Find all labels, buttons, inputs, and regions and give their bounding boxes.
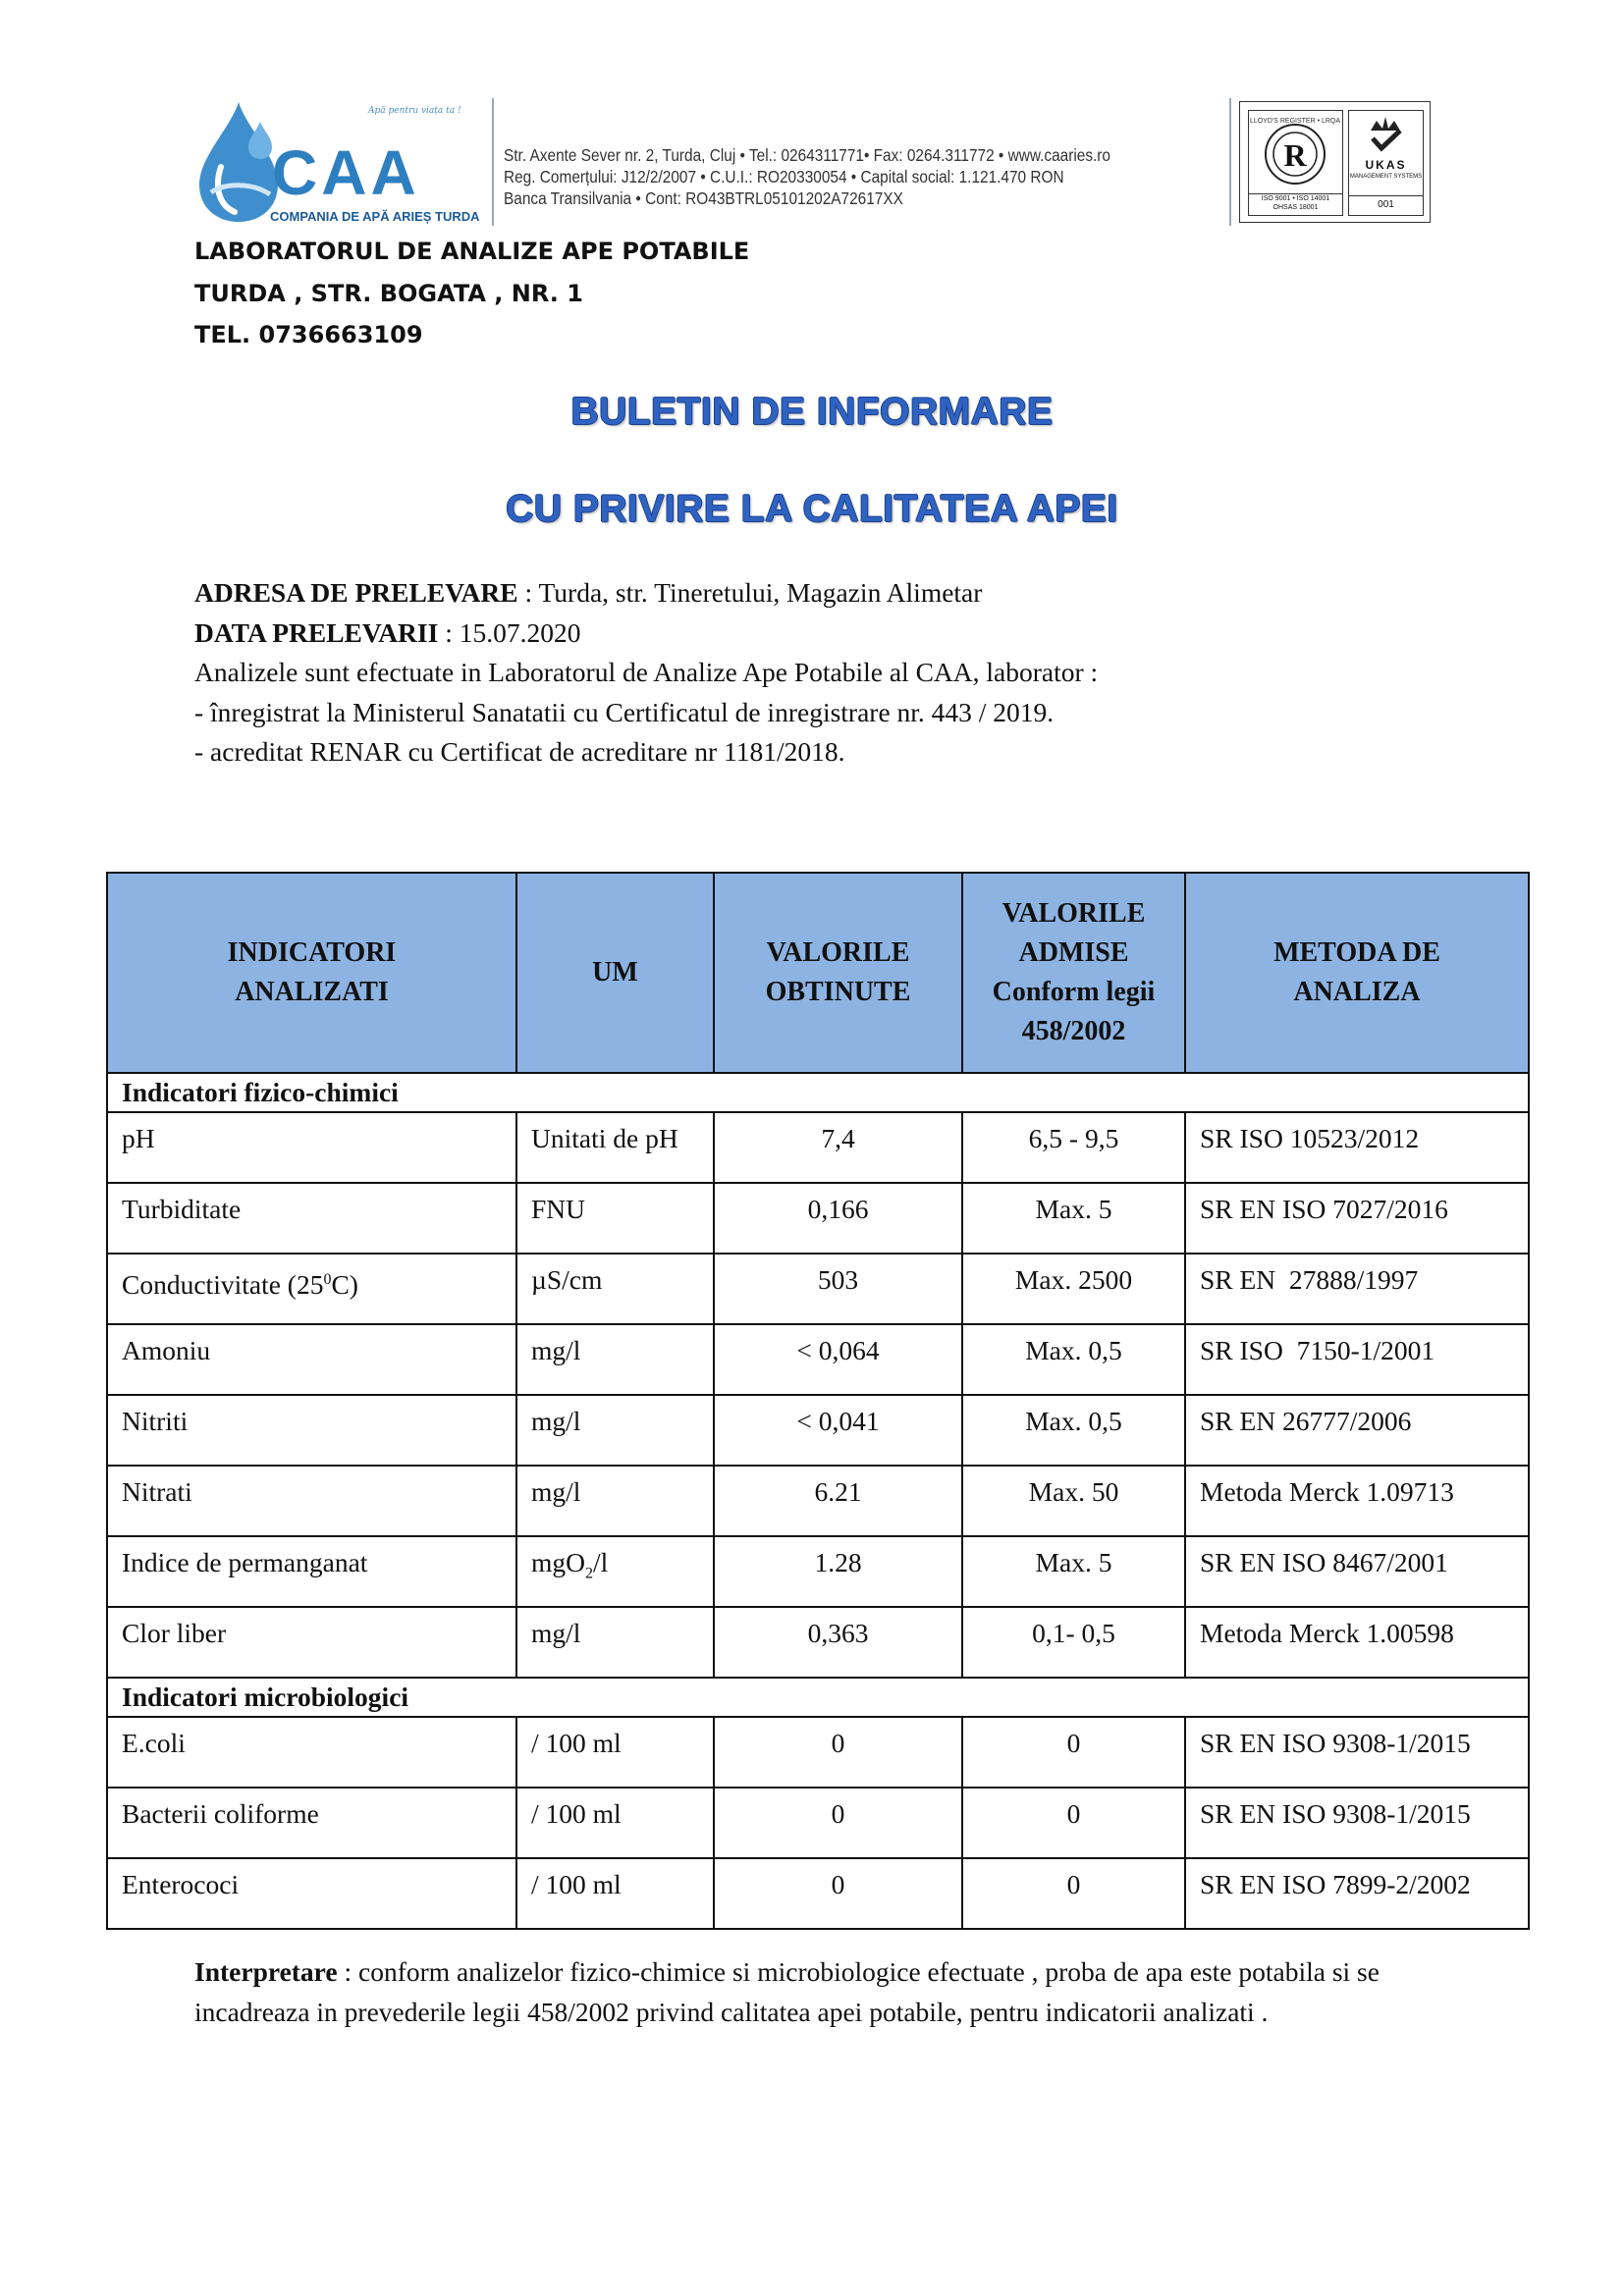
indicator-limit: Max. 5 [962,1536,1185,1607]
indicator-method: SR EN 26777/2006 [1185,1395,1529,1466]
lrqa-caption: LLOYD'S REGISTER • LRQA [1249,118,1341,125]
indicator-limit: Max. 0,5 [962,1324,1185,1395]
indicator-method: SR EN ISO 8467/2001 [1185,1536,1529,1607]
header-um: UM [516,873,714,1073]
indicator-name: Enterococi [107,1858,516,1929]
indicator-limit: 6,5 - 9,5 [962,1112,1185,1183]
sample-info [194,573,1098,773]
indicator-method: SR ISO 7150-1/2001 [1185,1324,1529,1395]
indicator-method: SR EN ISO 7027/2016 [1185,1183,1529,1254]
indicator-value: 0,363 [714,1607,962,1678]
indicator-limit: Max. 5 [962,1183,1185,1254]
table-row [107,1717,1529,1788]
indicator-limit: Max. 2500 [962,1254,1185,1324]
indicator-um: / 100 ml [516,1858,714,1929]
indicator-method: SR EN ISO 7899-2/2002 [1185,1858,1529,1929]
section-physico-chemical: Indicatori fizico-chimici [107,1073,1529,1112]
indicator-value: < 0,064 [714,1324,962,1395]
table-row [107,1607,1529,1678]
indicator-limit: 0 [962,1717,1185,1788]
indicator-value: 0 [714,1858,962,1929]
ukas-subtitle: MANAGEMENT SYSTEMS [1349,174,1423,180]
results-table [106,872,1530,1930]
header-divider [492,98,494,226]
indicator-value: 0 [714,1788,962,1858]
date-value: : 15.07.2020 [438,616,581,648]
address-value: : Turda, str. Tineretului, Magazin Alimetar [517,577,983,608]
table-row [107,1466,1529,1536]
table-row [107,1254,1529,1324]
document-subtitle: CU PRIVIRE LA CALITATEA APEI [506,488,1118,530]
laboratory-address [194,231,749,356]
indicator-value: 503 [714,1254,962,1324]
table-row [107,1324,1529,1395]
interpretation-text: : conform analizelor fizico-chimice si microbiologice efectuate , proba de apa este potabila si se incadreaza in prevederile legii 458/2002 privind calitatea apei potabile, pentru indicatorii analizati . [194,1956,1380,2027]
header-indicators: INDICATORI ANALIZATI [107,873,516,1073]
ukas-crown-tick-icon [1349,111,1423,156]
indicator-limit: 0,1- 0,5 [962,1607,1185,1678]
indicator-value: 1.28 [714,1536,962,1607]
indicator-name: Indice de permanganat [107,1536,516,1607]
ukas-badge [1348,110,1424,216]
indicator-um: mgO$_2$/l [516,1536,714,1607]
indicator-method: Metoda Merck 1.09713 [1185,1466,1529,1536]
indicator-limit: Max. 50 [962,1466,1185,1536]
lrqa-ohsas-text: OHSAS 18001 [1272,204,1319,211]
section-row [107,1073,1529,1112]
indicator-limit: 0 [962,1858,1185,1929]
logo-tagline: Apă pentru viața ta ! [368,106,461,116]
interpretation-label: Interpretare [194,1956,338,1987]
date-label: DATA PRELEVARII [194,616,439,648]
lab-accreditation: - acreditat RENAR cu Certificat de acreditare nr 1181/2018. [194,736,845,767]
header-admitted-values: VALORILE ADMISE Conform legii 458/2002 [962,873,1185,1073]
logo-text: CAA [272,137,420,208]
table-row [107,1112,1529,1183]
indicator-um: FNU [516,1183,714,1254]
indicator-name: Nitrati [107,1466,516,1536]
logo-subtitle: COMPANIA DE APĂ ARIEȘ TURDA [270,209,480,224]
indicator-limit: Max. 0,5 [962,1395,1185,1466]
indicator-um: mg/l [516,1324,714,1395]
indicator-um: / 100 ml [516,1788,714,1858]
table-row [107,1395,1529,1466]
table-row [107,1858,1529,1929]
indicator-name: pH [107,1112,516,1183]
indicator-name: E.coli [107,1717,516,1788]
contact-line: Reg. Comerțului: J12/2/2007 • C.U.I.: RO20330054 • Capital social: 1.121.470 RON [504,167,1064,187]
lab-street: TURDA , STR. BOGATA , NR. 1 [194,279,583,307]
indicator-method: SR EN ISO 9308-1/2015 [1185,1717,1529,1788]
indicator-name: Bacterii coliforme [107,1788,516,1858]
lab-name: LABORATORUL DE ANALIZE APE POTABILE [194,238,750,265]
interpretation [194,1952,1471,2032]
table-row [107,1183,1529,1254]
header-divider [1229,98,1231,226]
indicator-value: 0,166 [714,1183,962,1254]
section-row [107,1678,1529,1717]
indicator-um: Unitati de pH [516,1112,714,1183]
indicator-um: mg/l [516,1466,714,1536]
table-row [107,1788,1529,1858]
indicator-um: mg/l [516,1607,714,1678]
indicator-limit: 0 [962,1788,1185,1858]
indicator-name: Turbiditate [107,1183,516,1254]
company-logo [191,98,486,226]
indicator-value: 6.21 [714,1466,962,1536]
indicator-um: / 100 ml [516,1717,714,1788]
indicator-um: µS/cm [516,1254,714,1324]
lrqa-iso-text: ISO 9001 • ISO 14001 [1261,195,1330,202]
letterhead [191,93,1438,231]
indicator-value: 7,4 [714,1112,962,1183]
lrqa-seal-icon [1249,111,1342,191]
sampling-date [194,614,1098,654]
certification-badges [1239,101,1431,223]
company-contact [504,144,1110,209]
ukas-number: 001 [1349,195,1423,210]
lab-registration: - înregistrat la Ministerul Sanatatii cu Certificatul de inregistrare nr. 443 / 2019. [194,696,1055,727]
indicator-method: Metoda Merck 1.00598 [1185,1607,1529,1678]
indicator-value: 0 [714,1717,962,1788]
lab-phone: TEL. 0736663109 [194,321,423,348]
indicator-method: SR EN 27888/1997 [1185,1254,1529,1324]
ukas-name: UKAS [1365,158,1407,172]
indicator-method: SR EN ISO 9308-1/2015 [1185,1788,1529,1858]
indicator-value: < 0,041 [714,1395,962,1466]
contact-line: Str. Axente Sever nr. 2, Turda, Cluj • Tel.: 0264311771• Fax: 0264.311772 • www.caaries.ro [504,145,1110,165]
table-header-row [107,873,1529,1073]
table-row [107,1536,1529,1607]
section-microbiological: Indicatori microbiologici [107,1678,1529,1717]
indicator-name: Amoniu [107,1324,516,1395]
indicator-name: Conductivitate $(25^0C)$ [107,1254,516,1324]
lrqa-badge [1248,110,1343,216]
indicator-name: Nitriti [107,1395,516,1466]
contact-line: Banca Transilvania • Cont: RO43BTRL05101202A72617XX [504,188,903,208]
indicator-name: Clor liber [107,1607,516,1678]
indicator-um: mg/l [516,1395,714,1466]
indicator-method: SR ISO 10523/2012 [1185,1112,1529,1183]
header-obtained-values: VALORILE OBTINUTE [714,873,962,1073]
sampling-address [194,573,1098,614]
document-title: BULETIN DE INFORMARE [570,391,1054,433]
lab-statement: Analizele sunt efectuate in Laboratorul de Analize Ape Potabile al CAA, laborator : [194,657,1099,687]
header-method: METODA DE ANALIZA [1185,873,1529,1073]
svg-text:R: R [1283,137,1307,173]
address-label: ADRESA DE PRELEVARE [194,577,518,608]
